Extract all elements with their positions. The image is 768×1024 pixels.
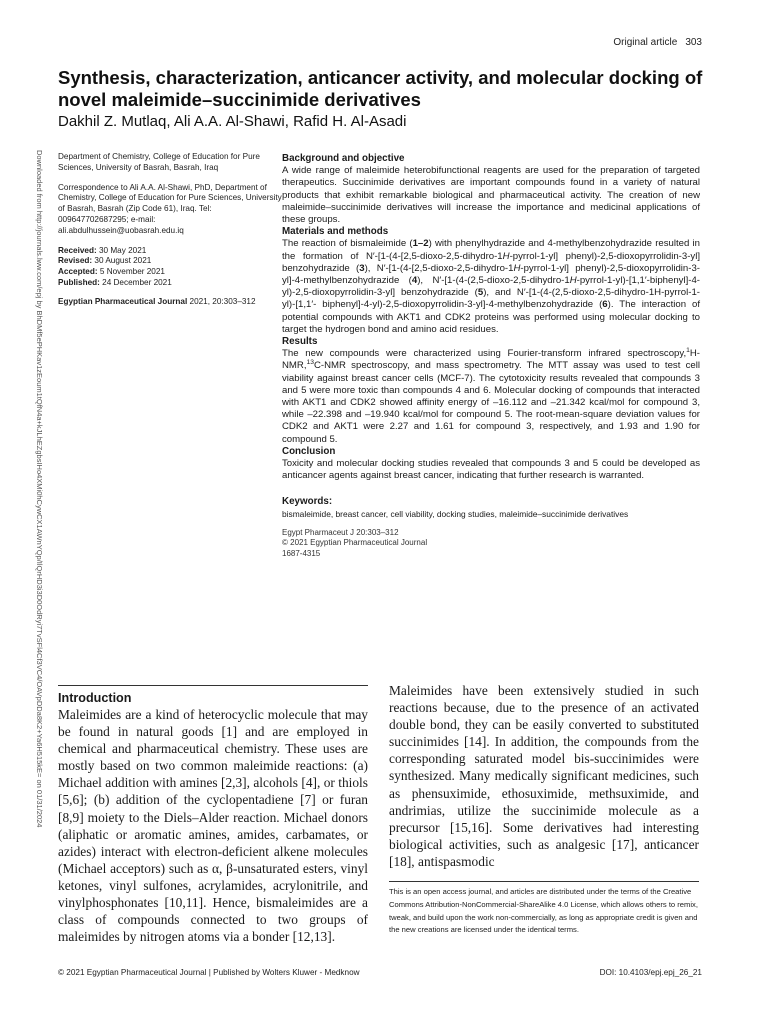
running-header xyxy=(613,37,702,48)
accepted-label: Accepted: xyxy=(58,267,98,277)
footnote-divider xyxy=(389,881,699,882)
published-date: 24 December 2021 xyxy=(102,277,172,287)
section-label: Original article xyxy=(613,37,678,48)
citation-line: Egypt Pharmaceut J 20:303–312 xyxy=(282,528,399,538)
introduction-section xyxy=(58,690,368,945)
page-number: 303 xyxy=(685,37,702,48)
footer-doi: DOI: 10.4103/epj.epj_26_21 xyxy=(599,968,702,977)
footer-copyright: © 2021 Egyptian Pharmaceutical Journal | Published by Wolters Kluwer - Medknow xyxy=(58,968,360,977)
journal-name: Egyptian Pharmaceutical Journal xyxy=(58,296,188,306)
correspondence-text: Correspondence to Ali A.A. Al-Shawi, PhD, Department of Chemistry, College of Education for Pure Sciences, University of Basrah, Basrah (Zip Code 61), Iraq. Tel: 009647702687295; e-mail: ali.abdulhussein@uobasrah.edu.iq xyxy=(58,182,282,235)
section-divider xyxy=(58,685,368,686)
article-info xyxy=(58,152,283,317)
published-label: Published: xyxy=(58,277,100,287)
background-heading: Background and objective xyxy=(282,153,405,164)
copyright-line: © 2021 Egyptian Pharmaceutical Journal xyxy=(282,538,428,548)
revised-label: Revised: xyxy=(58,256,93,266)
revised-date: 30 August 2021 xyxy=(94,256,152,266)
keywords-list: bismaleimide, breast cancer, cell viability, docking studies, maleimide–succinimide derivatives xyxy=(282,508,629,519)
introduction-heading: Introduction xyxy=(58,691,132,705)
affiliation: Department of Chemistry, College of Education for Pure Sciences, University of Basrah, Basrah, Iraq xyxy=(58,152,260,172)
introduction-paragraph: Maleimides are a kind of heterocyclic molecule that may be found in natural goods [1] and are employed in chemical and pharmaceutical chemistry. These uses are mostly based on two common maleimide reactions: (a) Michael addition with amines [2,3], alcohols [4], or thiols [5,6]; (b) addition of the cyclopentadiene [7] or furan [8,9] moiety to the Diels–Alder reaction. Michael donors (aliphatic or aromatic amines, amides, carbamates, or azides) interact with electron-deficient alkene molecules (Michael acceptors) such as α, β-unsaturated esters, vinyl ketones, vinyl sulfones, acrylamides, acrylonitrile, and vinylphosphonates [10,11]. Hence, bismaleimides are a class of compounds connected to two groups of maleimides by nitrogen atoms via a bonder [12,13]. xyxy=(58,707,368,945)
results-text-cont: The cytotoxicity results revealed that compounds 3 and 5 were more toxic than compounds 4 and 6. Molecular docking of compounds that interacted with AKT1 and CDK2 showed affinity energy of –16.112 and –21.342 kcal/mol for compound 3, while –22.398 and –19.940 kcal/mol for compound 5. The root-mean-square deviation values for CDK2 and AKT1 were 2.27 and 1.61 for compound 3, respectively, and 1.93 and 1.90 for compound 5. xyxy=(282,372,701,445)
correspondence xyxy=(58,183,283,237)
introduction-paragraph-2: Maleimides have been extensively studied in such reactions because, due to the presence of an activated double bond, they can be easily converted to substituted succinimides [14]. In addition, the compounds from the corresponding saturated model bis-succinimides were synthesized. Many medically significant medicines, such as phensuximide, ethosuximide, methsuximide, and andrimias, utilize the succinimide molecule as a precursor [15,16]. Some derivatives had interesting biological activities, such as analgesic [17], anticancer [18], antispasmodic xyxy=(389,683,699,869)
citation-block xyxy=(282,528,700,559)
journal-reference xyxy=(58,297,283,308)
journal-volume: 2021, 20:303–312 xyxy=(189,296,256,306)
methods-heading: Materials and methods xyxy=(282,226,389,238)
author-list: Dakhil Z. Mutlaq, Ali A.A. Al-Shawi, Rafid H. Al-Asadi xyxy=(58,113,407,130)
download-watermark-text: Downloaded from http://journals.lww.com/epj by BhDMf5ePHKav1zEoum1tQfN4a+kJLhEZgbsIHo4XMi0hCywCX1AWnYQp/IlQrHD3i3D0OdRyi7TvSFl4Cf3VC4/OAVpDDa8K2+Ya6H515kE= on 01/31/2024 xyxy=(35,150,44,828)
issn-line: 1687-4315 xyxy=(282,548,321,558)
abstract xyxy=(282,153,700,559)
received-label: Received: xyxy=(58,245,97,255)
accepted-date: 5 November 2021 xyxy=(99,267,165,277)
license-footnote: This is an open access journal, and articles are distributed under the terms of the Creative Commons Attribution-NonCommercial-ShareAlike 4.0 License, which allows others to remix, tweak, and build upon the work non-commercially, as long as appropriate credit is given and the new creations are licensed under the identical terms. xyxy=(389,887,698,935)
article-title: Synthesis, characterization, anticancer activity, and molecular docking of novel maleimide–succinimide derivatives xyxy=(58,67,703,110)
methods-text: The reaction of bismaleimide (1–2) with phenylhydrazide and 4-methylbenzohydrazide resulted in the formation of N′-[1-(4-[2,5-dioxo-2,5-dihydro-1H-pyrrol-1-yl] phenyl)-2,5-dioxopyrrolidin-3-yl] benzohydrazide (3), N′-[1-(4-[2,5-dioxo-2,5-dihydro-1H-pyrrol-1-yl] phenyl)-2,5-dioxopyrrolidin-3-yl]-4-methylbenzohydrazide (4), N′-[1-(4-(2,5-dioxo-2,5-dihydro-1H-pyrrol-1-yl)-[1,1′-biphenyl]-4-yl)-2,5-dioxopyrrolidin-3-yl] benzohydrazide (5), and N′-[1-(4-(2,5-dioxo-2,5-dihydro-1H-pyrrol-1-yl)-[1,1′- biphenyl]-4-yl)-2,5-dioxopyrrolidin-3-yl]-4-methylbenzohydrazide (6). The interaction of potential compounds with AKT1 and CDK2 proteins was performed using molecular docking to target the hydrogen bond and amino acid residues. xyxy=(282,238,700,335)
results-text: The new compounds were characterized using Fourier-transform infrared spectroscopy,$^1$H-NMR,$^{13}$C-NMR spectroscopy, and mass spectrometry. The MTT assay was used to test cell viability against breast cancer cells (MCF-7). The cytotoxicity results revealed that compounds 3 and 5 were more toxic than compounds 4 and 6. Molecular docking of compounds that interacted with AKT1 and CDK2 showed affinity energy of –16.112 and –21.342 kcal/mol for compound 3, while –22.398 and –19.940 kcal/mol for compound 5. The root-mean-square deviation values for CDK2 and AKT1 were 2.27 and 1.61 for compound 3, respectively, and 1.93 and 1.90 for compound 5. xyxy=(282,347,701,445)
received-date: 30 May 2021 xyxy=(98,245,147,255)
conclusion-text: Toxicity and molecular docking studies revealed that compounds 3 and 5 could be developed as anticancer agents against breast cancer, indicating that further research is warranted. xyxy=(282,458,700,482)
history-dates xyxy=(58,246,283,289)
conclusion-heading: Conclusion xyxy=(282,445,336,457)
introduction-continued xyxy=(389,682,699,870)
results-heading: Results xyxy=(282,336,318,348)
background-text: A wide range of maleimide heterobifunctional reagents are used for the preparation of targeted therapeutics. Succinimide derivatives are important compounds found in a variety of natural products that exhibit remarkable biological and pharmaceutical activity. The creation of new maleimide–succinimide derivatives will increase the importance and medicinal applications of these groups. xyxy=(282,165,700,226)
keywords-heading: Keywords: xyxy=(282,496,333,508)
download-watermark xyxy=(22,150,50,828)
